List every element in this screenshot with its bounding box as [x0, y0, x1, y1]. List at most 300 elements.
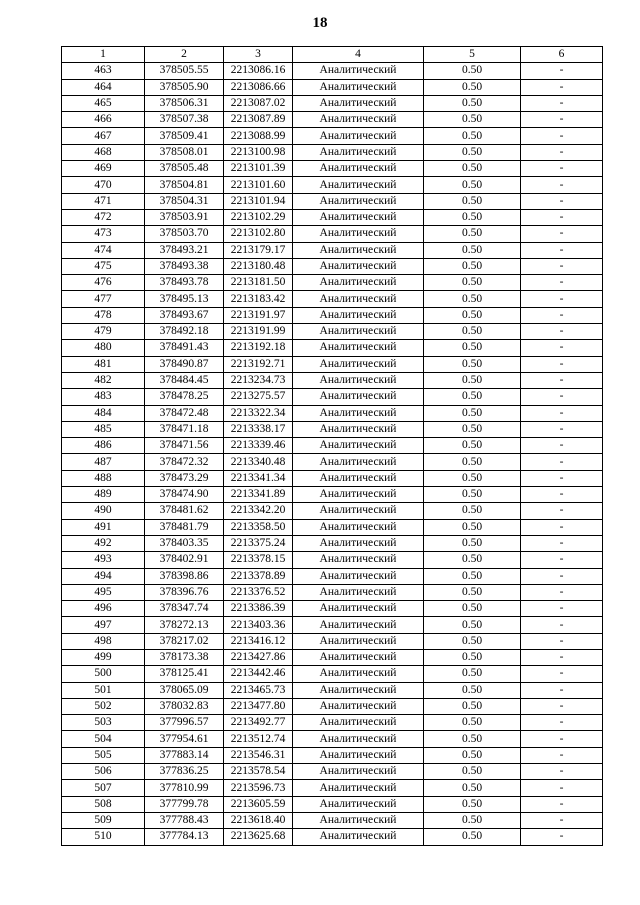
cell-x-coordinate: 377996.57: [145, 715, 224, 731]
cell-method: Аналитический: [293, 356, 424, 372]
table-row: [62, 421, 603, 437]
cell-accuracy: 0.50: [424, 79, 521, 95]
header-cell-5: 5: [424, 47, 521, 63]
cell-y-coordinate: 2213086.16: [224, 63, 293, 79]
cell-y-coordinate: 2213087.02: [224, 95, 293, 111]
cell-point-number: 505: [62, 747, 145, 763]
cell-note: -: [521, 715, 603, 731]
cell-note: -: [521, 470, 603, 486]
cell-note: -: [521, 95, 603, 111]
table-row: [62, 63, 603, 79]
cell-method: Аналитический: [293, 552, 424, 568]
cell-y-coordinate: 2213275.57: [224, 389, 293, 405]
table-row: [62, 389, 603, 405]
table-row: [62, 372, 603, 388]
cell-x-coordinate: 378493.78: [145, 275, 224, 291]
cell-point-number: 472: [62, 209, 145, 225]
cell-method: Аналитический: [293, 617, 424, 633]
cell-note: -: [521, 666, 603, 682]
cell-method: Аналитический: [293, 421, 424, 437]
cell-y-coordinate: 2213386.39: [224, 601, 293, 617]
cell-note: -: [521, 617, 603, 633]
cell-note: -: [521, 421, 603, 437]
cell-method: Аналитический: [293, 519, 424, 535]
cell-note: -: [521, 649, 603, 665]
cell-accuracy: 0.50: [424, 454, 521, 470]
table-row: [62, 112, 603, 128]
cell-note: -: [521, 747, 603, 763]
table-row: [62, 193, 603, 209]
cell-x-coordinate: 378478.25: [145, 389, 224, 405]
cell-accuracy: 0.50: [424, 356, 521, 372]
cell-accuracy: 0.50: [424, 112, 521, 128]
cell-accuracy: 0.50: [424, 291, 521, 307]
cell-note: -: [521, 177, 603, 193]
cell-accuracy: 0.50: [424, 193, 521, 209]
table-row: [62, 796, 603, 812]
cell-method: Аналитический: [293, 698, 424, 714]
cell-y-coordinate: 2213342.20: [224, 503, 293, 519]
cell-y-coordinate: 2213086.66: [224, 79, 293, 95]
cell-method: Аналитический: [293, 177, 424, 193]
cell-y-coordinate: 2213378.15: [224, 552, 293, 568]
cell-y-coordinate: 2213341.34: [224, 470, 293, 486]
cell-accuracy: 0.50: [424, 796, 521, 812]
cell-x-coordinate: 378493.21: [145, 242, 224, 258]
cell-y-coordinate: 2213087.89: [224, 112, 293, 128]
table-row: [62, 731, 603, 747]
table-row: [62, 698, 603, 714]
cell-y-coordinate: 2213427.86: [224, 649, 293, 665]
cell-method: Аналитический: [293, 242, 424, 258]
cell-accuracy: 0.50: [424, 389, 521, 405]
cell-point-number: 470: [62, 177, 145, 193]
cell-y-coordinate: 2213179.17: [224, 242, 293, 258]
cell-method: Аналитический: [293, 209, 424, 225]
cell-x-coordinate: 378125.41: [145, 666, 224, 682]
cell-x-coordinate: 378474.90: [145, 487, 224, 503]
cell-y-coordinate: 2213101.39: [224, 161, 293, 177]
cell-y-coordinate: 2213358.50: [224, 519, 293, 535]
cell-x-coordinate: 378473.29: [145, 470, 224, 486]
cell-note: -: [521, 519, 603, 535]
cell-y-coordinate: 2213477.80: [224, 698, 293, 714]
header-cell-6: 6: [521, 47, 603, 63]
cell-x-coordinate: 377954.61: [145, 731, 224, 747]
cell-point-number: 465: [62, 95, 145, 111]
cell-x-coordinate: 378503.70: [145, 226, 224, 242]
cell-y-coordinate: 2213183.42: [224, 291, 293, 307]
cell-note: -: [521, 438, 603, 454]
table-row: [62, 503, 603, 519]
cell-method: Аналитический: [293, 780, 424, 796]
cell-note: -: [521, 144, 603, 160]
cell-method: Аналитический: [293, 487, 424, 503]
table-row: [62, 258, 603, 274]
cell-y-coordinate: 2213618.40: [224, 812, 293, 828]
table-row: [62, 649, 603, 665]
cell-x-coordinate: 378490.87: [145, 356, 224, 372]
cell-point-number: 480: [62, 340, 145, 356]
cell-x-coordinate: 378347.74: [145, 601, 224, 617]
cell-accuracy: 0.50: [424, 829, 521, 845]
cell-x-coordinate: 378173.38: [145, 649, 224, 665]
cell-y-coordinate: 2213322.34: [224, 405, 293, 421]
cell-method: Аналитический: [293, 633, 424, 649]
cell-x-coordinate: 378396.76: [145, 584, 224, 600]
cell-note: -: [521, 356, 603, 372]
cell-point-number: 501: [62, 682, 145, 698]
cell-method: Аналитический: [293, 63, 424, 79]
cell-point-number: 477: [62, 291, 145, 307]
cell-method: Аналитический: [293, 226, 424, 242]
cell-accuracy: 0.50: [424, 535, 521, 551]
table-row: [62, 95, 603, 111]
cell-accuracy: 0.50: [424, 421, 521, 437]
cell-x-coordinate: 378505.90: [145, 79, 224, 95]
cell-note: -: [521, 307, 603, 323]
cell-method: Аналитический: [293, 112, 424, 128]
cell-x-coordinate: 378398.86: [145, 568, 224, 584]
cell-x-coordinate: 378503.91: [145, 209, 224, 225]
table-row: [62, 812, 603, 828]
header-row: [62, 47, 603, 63]
cell-method: Аналитический: [293, 389, 424, 405]
cell-note: -: [521, 454, 603, 470]
cell-method: Аналитический: [293, 649, 424, 665]
cell-x-coordinate: 378509.41: [145, 128, 224, 144]
cell-point-number: 488: [62, 470, 145, 486]
cell-x-coordinate: 378481.79: [145, 519, 224, 535]
cell-x-coordinate: 377788.43: [145, 812, 224, 828]
cell-point-number: 508: [62, 796, 145, 812]
cell-y-coordinate: 2213546.31: [224, 747, 293, 763]
cell-point-number: 497: [62, 617, 145, 633]
cell-y-coordinate: 2213339.46: [224, 438, 293, 454]
coordinates-table: [61, 46, 603, 846]
cell-x-coordinate: 378504.81: [145, 177, 224, 193]
cell-accuracy: 0.50: [424, 601, 521, 617]
cell-accuracy: 0.50: [424, 307, 521, 323]
cell-note: -: [521, 242, 603, 258]
cell-x-coordinate: 378507.38: [145, 112, 224, 128]
cell-note: -: [521, 193, 603, 209]
table-row: [62, 584, 603, 600]
table-row: [62, 487, 603, 503]
cell-method: Аналитический: [293, 324, 424, 340]
table-row: [62, 764, 603, 780]
cell-x-coordinate: 378471.18: [145, 421, 224, 437]
header-cell-3: 3: [224, 47, 293, 63]
cell-y-coordinate: 2213102.29: [224, 209, 293, 225]
cell-y-coordinate: 2213416.12: [224, 633, 293, 649]
cell-method: Аналитический: [293, 601, 424, 617]
cell-note: -: [521, 584, 603, 600]
cell-accuracy: 0.50: [424, 144, 521, 160]
table-row: [62, 226, 603, 242]
cell-method: Аналитический: [293, 307, 424, 323]
cell-point-number: 473: [62, 226, 145, 242]
cell-method: Аналитический: [293, 128, 424, 144]
table-row: [62, 356, 603, 372]
table-row: [62, 780, 603, 796]
cell-point-number: 468: [62, 144, 145, 160]
cell-x-coordinate: 378493.38: [145, 258, 224, 274]
cell-method: Аналитический: [293, 144, 424, 160]
cell-accuracy: 0.50: [424, 438, 521, 454]
cell-note: -: [521, 601, 603, 617]
cell-point-number: 471: [62, 193, 145, 209]
cell-x-coordinate: 377784.13: [145, 829, 224, 845]
cell-y-coordinate: 2213101.94: [224, 193, 293, 209]
cell-y-coordinate: 2213442.46: [224, 666, 293, 682]
table-row: [62, 747, 603, 763]
cell-point-number: 483: [62, 389, 145, 405]
header-cell-1: 1: [62, 47, 145, 63]
cell-point-number: 496: [62, 601, 145, 617]
cell-accuracy: 0.50: [424, 682, 521, 698]
cell-method: Аналитический: [293, 95, 424, 111]
cell-note: -: [521, 324, 603, 340]
cell-point-number: 464: [62, 79, 145, 95]
cell-accuracy: 0.50: [424, 226, 521, 242]
table-row: [62, 128, 603, 144]
cell-y-coordinate: 2213375.24: [224, 535, 293, 551]
table-row: [62, 438, 603, 454]
table-row: [62, 519, 603, 535]
cell-x-coordinate: 377799.78: [145, 796, 224, 812]
table-row: [62, 209, 603, 225]
cell-point-number: 486: [62, 438, 145, 454]
cell-point-number: 487: [62, 454, 145, 470]
cell-y-coordinate: 2213100.98: [224, 144, 293, 160]
cell-x-coordinate: 378506.31: [145, 95, 224, 111]
cell-y-coordinate: 2213192.18: [224, 340, 293, 356]
cell-note: -: [521, 63, 603, 79]
cell-point-number: 493: [62, 552, 145, 568]
cell-accuracy: 0.50: [424, 324, 521, 340]
cell-method: Аналитический: [293, 454, 424, 470]
cell-y-coordinate: 2213492.77: [224, 715, 293, 731]
cell-point-number: 463: [62, 63, 145, 79]
cell-accuracy: 0.50: [424, 372, 521, 388]
cell-method: Аналитический: [293, 372, 424, 388]
cell-accuracy: 0.50: [424, 258, 521, 274]
cell-accuracy: 0.50: [424, 177, 521, 193]
table-row: [62, 568, 603, 584]
cell-note: -: [521, 731, 603, 747]
table-row: [62, 552, 603, 568]
cell-x-coordinate: 378402.91: [145, 552, 224, 568]
cell-point-number: 495: [62, 584, 145, 600]
cell-note: -: [521, 226, 603, 242]
cell-accuracy: 0.50: [424, 731, 521, 747]
cell-accuracy: 0.50: [424, 209, 521, 225]
cell-note: -: [521, 780, 603, 796]
cell-x-coordinate: 378472.48: [145, 405, 224, 421]
cell-accuracy: 0.50: [424, 470, 521, 486]
cell-method: Аналитический: [293, 796, 424, 812]
cell-point-number: 500: [62, 666, 145, 682]
cell-note: -: [521, 487, 603, 503]
cell-accuracy: 0.50: [424, 242, 521, 258]
cell-accuracy: 0.50: [424, 780, 521, 796]
table-row: [62, 601, 603, 617]
table-row: [62, 291, 603, 307]
cell-point-number: 481: [62, 356, 145, 372]
cell-method: Аналитический: [293, 470, 424, 486]
cell-x-coordinate: 378272.13: [145, 617, 224, 633]
table-row: [62, 715, 603, 731]
cell-point-number: 489: [62, 487, 145, 503]
cell-y-coordinate: 2213088.99: [224, 128, 293, 144]
cell-point-number: 510: [62, 829, 145, 845]
cell-method: Аналитический: [293, 829, 424, 845]
cell-x-coordinate: 378492.18: [145, 324, 224, 340]
cell-point-number: 475: [62, 258, 145, 274]
cell-method: Аналитический: [293, 812, 424, 828]
table-row: [62, 829, 603, 845]
table-row: [62, 340, 603, 356]
cell-x-coordinate: 378505.55: [145, 63, 224, 79]
cell-note: -: [521, 112, 603, 128]
table-row: [62, 307, 603, 323]
cell-point-number: 484: [62, 405, 145, 421]
table-row: [62, 324, 603, 340]
cell-point-number: 491: [62, 519, 145, 535]
cell-y-coordinate: 2213234.73: [224, 372, 293, 388]
table-row: [62, 454, 603, 470]
cell-y-coordinate: 2213181.50: [224, 275, 293, 291]
cell-method: Аналитический: [293, 405, 424, 421]
cell-accuracy: 0.50: [424, 63, 521, 79]
cell-point-number: 494: [62, 568, 145, 584]
cell-y-coordinate: 2213605.59: [224, 796, 293, 812]
cell-method: Аналитический: [293, 535, 424, 551]
cell-note: -: [521, 633, 603, 649]
cell-accuracy: 0.50: [424, 747, 521, 763]
cell-note: -: [521, 340, 603, 356]
cell-note: -: [521, 291, 603, 307]
cell-method: Аналитический: [293, 731, 424, 747]
table-row: [62, 79, 603, 95]
cell-y-coordinate: 2213625.68: [224, 829, 293, 845]
cell-x-coordinate: 378065.09: [145, 682, 224, 698]
cell-accuracy: 0.50: [424, 128, 521, 144]
cell-y-coordinate: 2213378.89: [224, 568, 293, 584]
cell-point-number: 478: [62, 307, 145, 323]
cell-note: -: [521, 128, 603, 144]
cell-x-coordinate: 378472.32: [145, 454, 224, 470]
cell-method: Аналитический: [293, 764, 424, 780]
cell-accuracy: 0.50: [424, 649, 521, 665]
cell-accuracy: 0.50: [424, 503, 521, 519]
table-row: [62, 666, 603, 682]
cell-x-coordinate: 378032.83: [145, 698, 224, 714]
table-row: [62, 535, 603, 551]
cell-point-number: 490: [62, 503, 145, 519]
cell-method: Аналитический: [293, 682, 424, 698]
cell-x-coordinate: 378481.62: [145, 503, 224, 519]
cell-method: Аналитический: [293, 340, 424, 356]
cell-accuracy: 0.50: [424, 487, 521, 503]
cell-note: -: [521, 405, 603, 421]
cell-accuracy: 0.50: [424, 552, 521, 568]
table-row: [62, 242, 603, 258]
cell-point-number: 482: [62, 372, 145, 388]
cell-y-coordinate: 2213102.80: [224, 226, 293, 242]
cell-note: -: [521, 796, 603, 812]
cell-point-number: 485: [62, 421, 145, 437]
cell-y-coordinate: 2213191.97: [224, 307, 293, 323]
cell-method: Аналитический: [293, 503, 424, 519]
table-row: [62, 405, 603, 421]
cell-note: -: [521, 258, 603, 274]
cell-point-number: 469: [62, 161, 145, 177]
cell-point-number: 506: [62, 764, 145, 780]
cell-note: -: [521, 79, 603, 95]
cell-y-coordinate: 2213596.73: [224, 780, 293, 796]
table-row: [62, 682, 603, 698]
cell-note: -: [521, 372, 603, 388]
cell-point-number: 503: [62, 715, 145, 731]
cell-point-number: 502: [62, 698, 145, 714]
cell-point-number: 466: [62, 112, 145, 128]
table-row: [62, 144, 603, 160]
cell-x-coordinate: 378484.45: [145, 372, 224, 388]
table-row: [62, 617, 603, 633]
cell-accuracy: 0.50: [424, 666, 521, 682]
cell-accuracy: 0.50: [424, 617, 521, 633]
cell-accuracy: 0.50: [424, 812, 521, 828]
cell-note: -: [521, 535, 603, 551]
cell-accuracy: 0.50: [424, 715, 521, 731]
cell-y-coordinate: 2213340.48: [224, 454, 293, 470]
cell-note: -: [521, 503, 603, 519]
cell-y-coordinate: 2213341.89: [224, 487, 293, 503]
cell-point-number: 504: [62, 731, 145, 747]
cell-method: Аналитический: [293, 568, 424, 584]
cell-note: -: [521, 682, 603, 698]
table-header: [62, 47, 603, 63]
cell-point-number: 499: [62, 649, 145, 665]
cell-method: Аналитический: [293, 747, 424, 763]
cell-note: -: [521, 698, 603, 714]
cell-accuracy: 0.50: [424, 95, 521, 111]
table-body: [62, 63, 603, 845]
cell-point-number: 492: [62, 535, 145, 551]
cell-method: Аналитический: [293, 666, 424, 682]
table-row: [62, 275, 603, 291]
cell-y-coordinate: 2213101.60: [224, 177, 293, 193]
cell-x-coordinate: 378491.43: [145, 340, 224, 356]
cell-x-coordinate: 378493.67: [145, 307, 224, 323]
cell-x-coordinate: 377836.25: [145, 764, 224, 780]
cell-accuracy: 0.50: [424, 519, 521, 535]
cell-note: -: [521, 161, 603, 177]
cell-note: -: [521, 389, 603, 405]
cell-note: -: [521, 209, 603, 225]
cell-y-coordinate: 2213512.74: [224, 731, 293, 747]
cell-point-number: 507: [62, 780, 145, 796]
cell-method: Аналитический: [293, 258, 424, 274]
cell-accuracy: 0.50: [424, 405, 521, 421]
cell-x-coordinate: 378508.01: [145, 144, 224, 160]
cell-x-coordinate: 378471.56: [145, 438, 224, 454]
cell-method: Аналитический: [293, 291, 424, 307]
cell-accuracy: 0.50: [424, 568, 521, 584]
cell-y-coordinate: 2213180.48: [224, 258, 293, 274]
